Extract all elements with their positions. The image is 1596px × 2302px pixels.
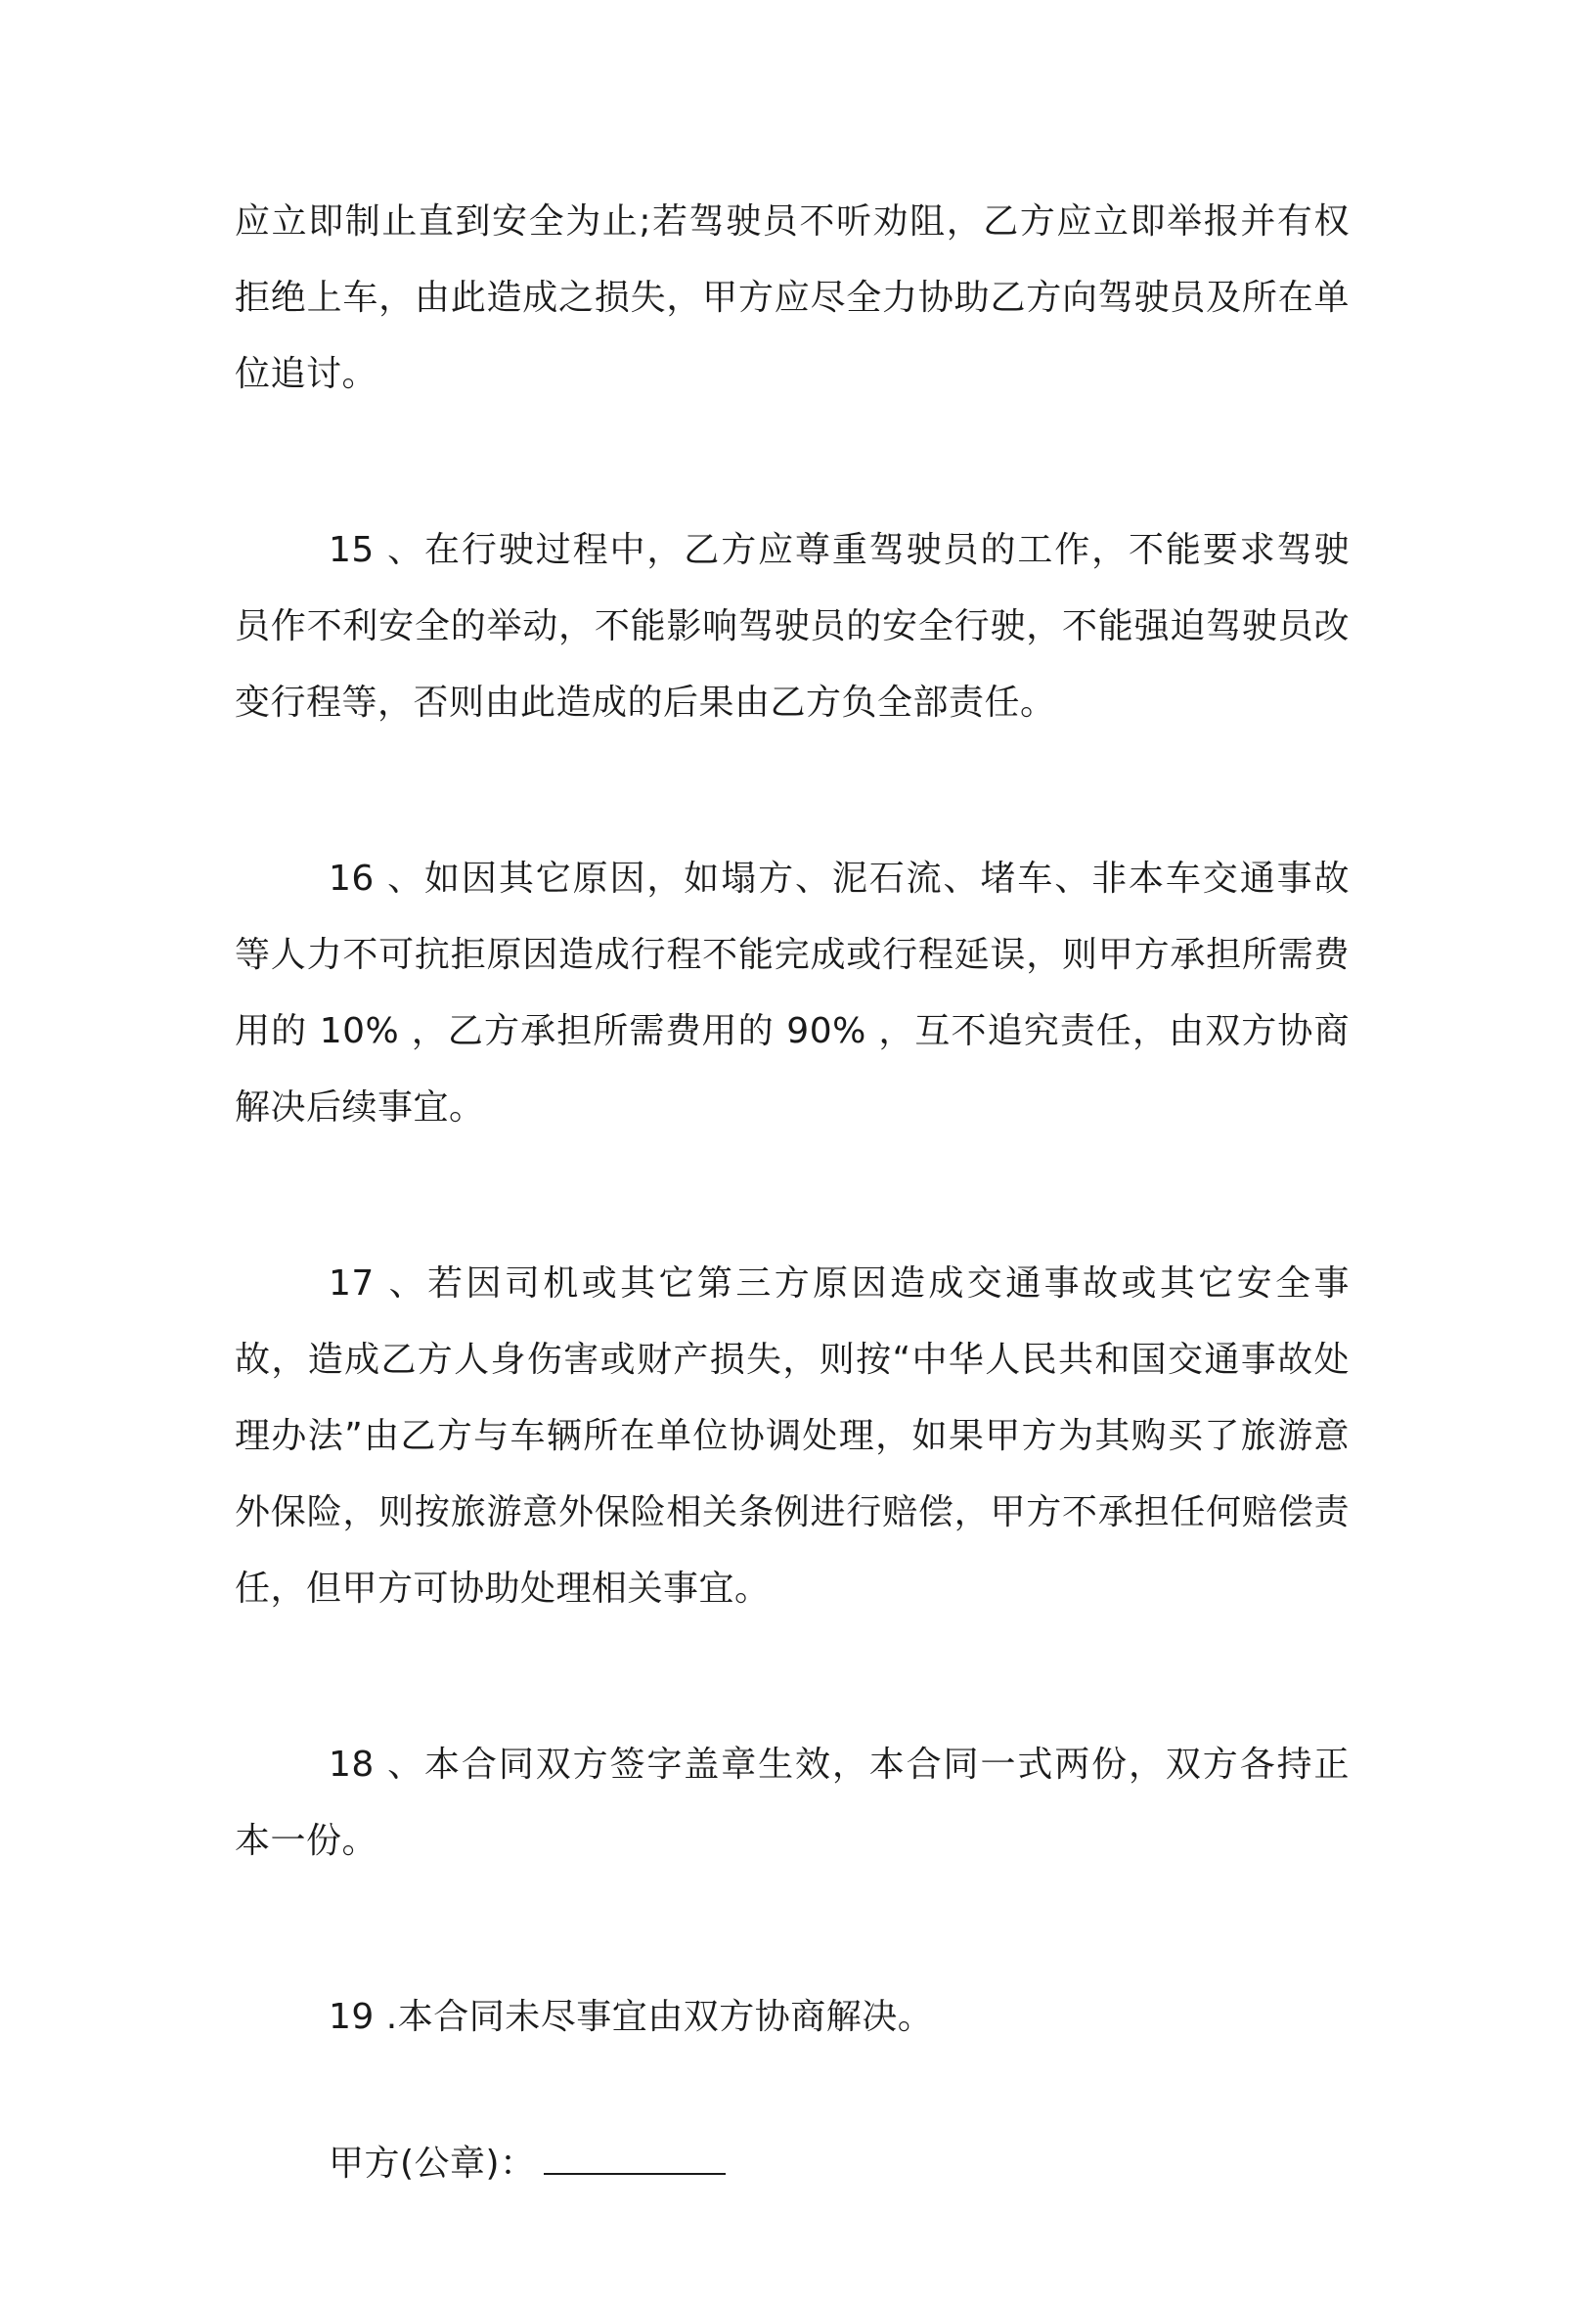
document-body — [235, 184, 1350, 2302]
signature-line — [235, 2126, 1350, 2202]
signature-blank — [544, 2144, 726, 2175]
signature-label: 甲方(公章)： — [329, 2144, 536, 2184]
paragraph-17: 17 、若因司机或其它第三方原因造成交通事故或其它安全事故，造成乙方人身伤害或财产损失，则按“中华人民共和国交通事故处理办法”由乙方与车辆所在单位协调处理，如果甲方为其购买了旅游意外保险，则按旅游意外保险相关条例进行赔偿，甲方不承担任何赔偿责任，但甲方可协助处理相关事宜。 — [235, 1263, 1350, 1609]
paragraph-19: 19 .本合同未尽事宜由双方协商解决。 — [329, 1997, 934, 2037]
paragraph-18: 18 、本合同双方签字盖章生效，本合同一式两份，双方各持正本一份。 — [235, 1745, 1350, 1861]
paragraph-14-continued: 应立即制止直到安全为止;若驾驶员不听劝阻，乙方应立即举报并有权拒绝上车，由此造成之损失，甲方应尽全力协助乙方向驾驶员及所在单位追讨。 — [235, 201, 1350, 394]
paragraph-16: 16 、如因其它原因，如塌方、泥石流、堵车、非本车交通事故等人力不可抗拒原因造成行程不能完成或行程延误，则甲方承担所需费用的 10% ，乙方承担所需费用的 90% ，互不追究责任，由双方协商解决后续事宜。 — [235, 859, 1350, 1128]
paragraph-15: 15 、在行驶过程中，乙方应尊重驾驶员的工作，不能要求驾驶员作不利安全的举动，不能影响驾驶员的安全行驶，不能强迫驾驶员改变行程等，否则由此造成的后果由乙方负全部责任。 — [235, 530, 1350, 723]
